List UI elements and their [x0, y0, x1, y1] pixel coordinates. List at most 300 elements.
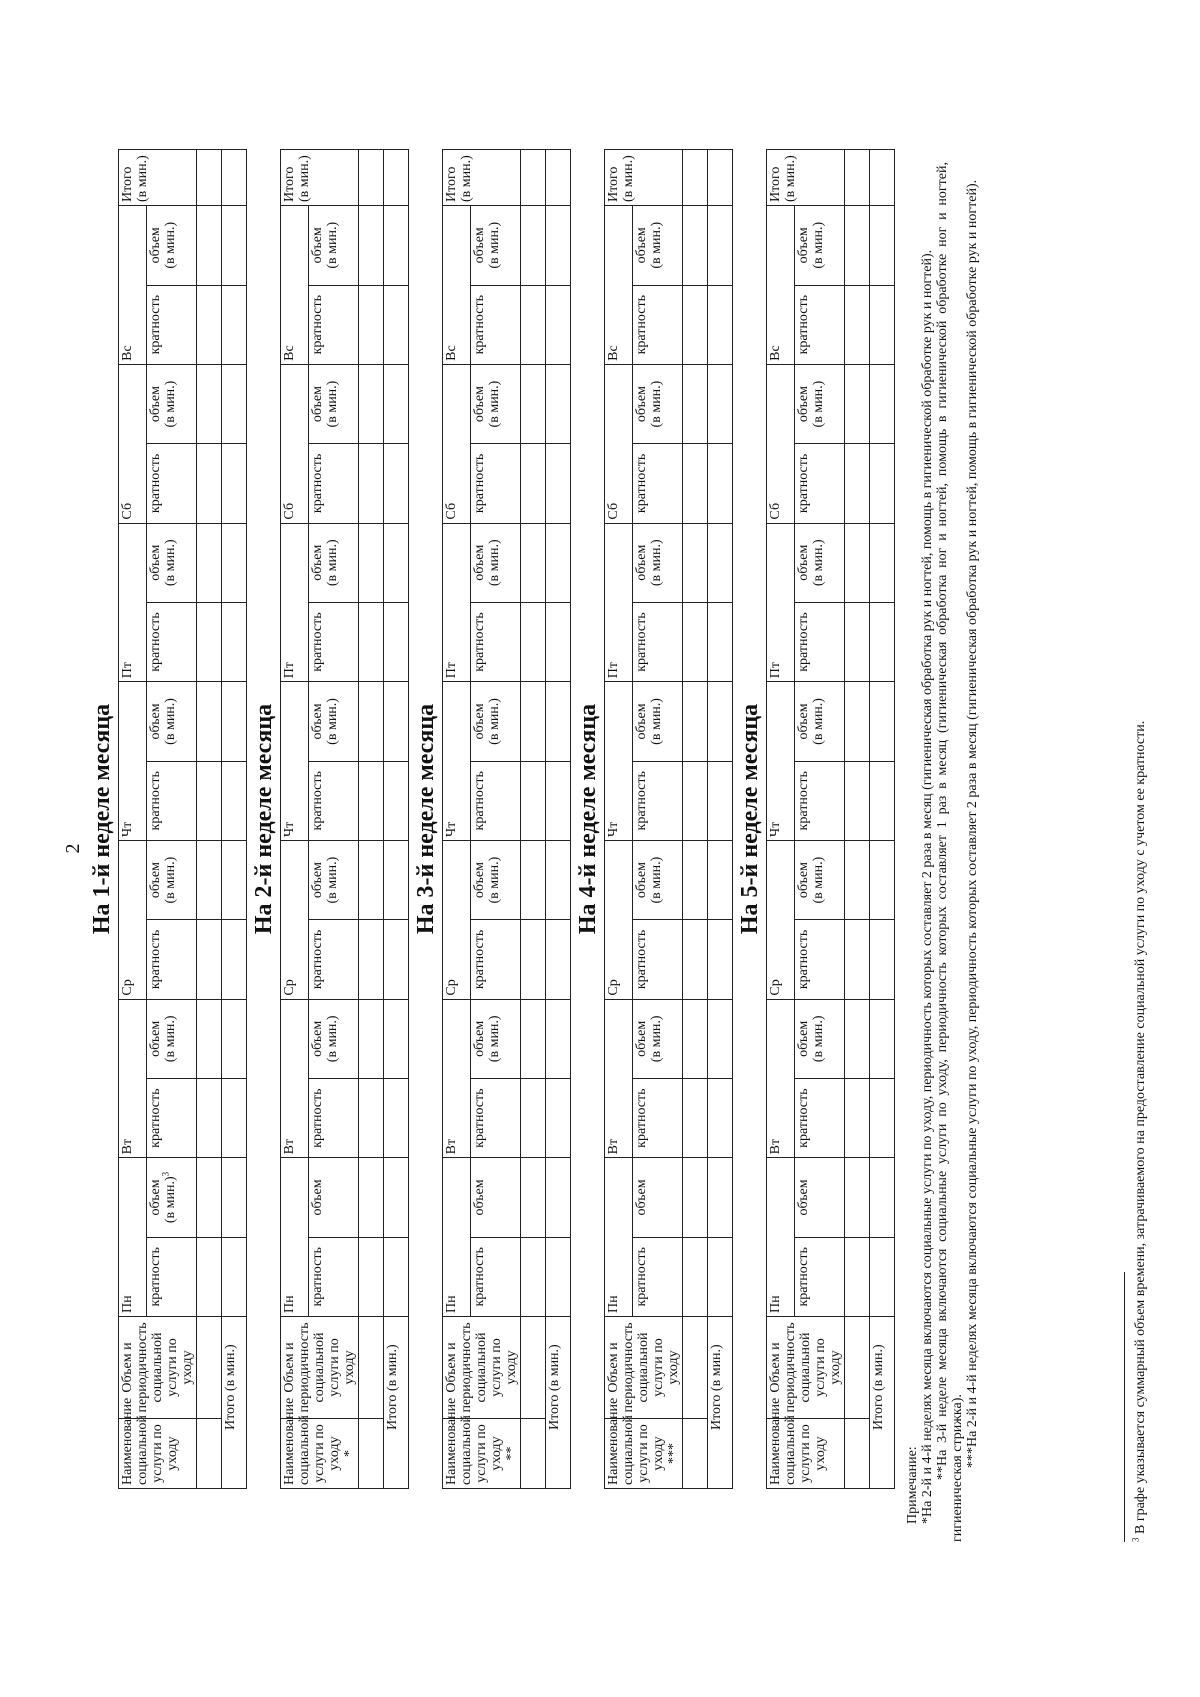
header-day: Ср [605, 840, 633, 999]
header-total: Итого (в мин.) [281, 150, 359, 206]
table-cell [222, 523, 247, 602]
header-day: Пн [605, 1158, 633, 1317]
header-volume: объем (в мин.) [308, 682, 358, 761]
table-cell [197, 1317, 222, 1419]
header-frequency: кратность [146, 602, 196, 681]
table-cell [708, 840, 733, 919]
table-cell [546, 920, 571, 999]
table-cell [384, 1237, 409, 1316]
table-cell [708, 999, 733, 1078]
table-cell [521, 285, 546, 364]
header-day: Ср [443, 840, 471, 999]
table-cell [546, 206, 571, 286]
header-service-name: Наименование социальной услуги по уходу [767, 1419, 845, 1489]
table-cell [521, 364, 546, 443]
table-cell [222, 206, 247, 286]
header-day: Сб [443, 364, 471, 523]
table-cell [197, 1158, 222, 1237]
table-row [683, 150, 708, 1489]
header-frequency: кратность [470, 444, 520, 523]
total-row-label: Итого (в мин.) [384, 1317, 409, 1489]
header-frequency: кратность [308, 920, 358, 999]
total-row [546, 150, 571, 1489]
header-row [443, 150, 471, 1489]
table-cell [384, 1158, 409, 1237]
table-cell [521, 1419, 546, 1489]
header-frequency: кратность [470, 1078, 520, 1157]
notes-heading: Примечание: [905, 1446, 920, 1524]
table-cell [845, 999, 870, 1078]
header-volume-mon: объем [632, 1158, 682, 1237]
table-cell [546, 285, 571, 364]
subheader-row [632, 150, 682, 1489]
header-day: Пт [605, 523, 633, 682]
week-title: На 5-й неделе месяца [737, 703, 763, 935]
header-frequency: кратность [794, 920, 844, 999]
table-cell [222, 285, 247, 364]
header-frequency: кратность [308, 761, 358, 840]
table-cell [845, 682, 870, 761]
table-cell [845, 364, 870, 443]
table-cell [359, 1158, 384, 1237]
header-volume: объем (в мин.) [308, 206, 358, 286]
table-cell [845, 285, 870, 364]
header-frequency: кратность [470, 1237, 520, 1316]
header-frequency: кратность [794, 444, 844, 523]
table-cell [683, 523, 708, 602]
table-cell [222, 1237, 247, 1316]
header-volume-mon: объем [470, 1158, 520, 1237]
header-frequency: кратность [632, 1078, 682, 1157]
table-cell [384, 523, 409, 602]
header-day: Ср [767, 840, 795, 999]
header-volume-periodicity: Объем и периодичность социальной услуги по уходу [119, 1317, 197, 1419]
table-cell [683, 444, 708, 523]
week-title: На 2-й неделе месяца [251, 703, 277, 935]
header-volume: объем (в мин.) [470, 682, 520, 761]
table-cell [708, 285, 733, 364]
table-cell [870, 364, 895, 443]
table-cell [870, 444, 895, 523]
table-cell [870, 206, 895, 286]
week-title: На 4-й неделе месяца [575, 703, 601, 935]
header-frequency: кратность [632, 285, 682, 364]
table-cell [521, 840, 546, 919]
header-frequency: кратность [146, 920, 196, 999]
schedule-table [766, 149, 895, 1489]
table-cell [845, 920, 870, 999]
table-cell [683, 206, 708, 286]
table-cell [683, 920, 708, 999]
table-row [845, 150, 870, 1489]
table-cell [359, 285, 384, 364]
table-cell [845, 840, 870, 919]
table-cell [521, 682, 546, 761]
header-service-name: Наименование социальной услуги по уходу ** [443, 1419, 521, 1489]
header-day: Сб [281, 364, 309, 523]
total-row [870, 150, 895, 1489]
header-volume-periodicity: Объем и периодичность социальной услуги по уходу [281, 1317, 359, 1419]
table-cell [845, 523, 870, 602]
header-volume-periodicity: Объем и периодичность социальной услуги по уходу [767, 1317, 845, 1419]
header-row [119, 150, 147, 1489]
table-cell [683, 1237, 708, 1316]
subheader-row [308, 150, 358, 1489]
table-cell [521, 602, 546, 681]
header-frequency: кратность [632, 602, 682, 681]
table-cell [384, 840, 409, 919]
header-volume-mon: объем (в мин.)$^3$ [146, 1158, 196, 1237]
total-row-label: Итого (в мин.) [222, 1317, 247, 1489]
table-cell [870, 920, 895, 999]
header-frequency: кратность [794, 1078, 844, 1157]
header-day: Вт [119, 999, 147, 1158]
header-frequency: кратность [470, 285, 520, 364]
table-cell [546, 602, 571, 681]
header-day: Пт [767, 523, 795, 682]
table-cell [197, 920, 222, 999]
header-volume: объем (в мин.) [794, 364, 844, 443]
table-cell [845, 1317, 870, 1419]
header-day: Пн [767, 1158, 795, 1317]
header-frequency: кратность [794, 285, 844, 364]
notes-block [905, 162, 980, 1542]
table-cell [359, 150, 384, 206]
table-cell [222, 444, 247, 523]
table-cell [197, 150, 222, 206]
table-cell [845, 761, 870, 840]
table-cell [546, 523, 571, 602]
week-title: На 1-й неделе месяца [89, 703, 115, 935]
table-cell [708, 206, 733, 286]
table-row [521, 150, 546, 1489]
table-cell [197, 364, 222, 443]
table-cell [708, 150, 733, 206]
header-volume: объем (в мин.) [146, 682, 196, 761]
header-frequency: кратность [794, 761, 844, 840]
table-cell [384, 682, 409, 761]
header-day: Чт [119, 682, 147, 841]
table-cell [384, 206, 409, 286]
header-volume: объем (в мин.) [308, 523, 358, 602]
header-frequency: кратность [308, 285, 358, 364]
table-cell [870, 1237, 895, 1316]
table-cell [359, 840, 384, 919]
note-mark: * [342, 1450, 357, 1457]
header-day: Вт [605, 999, 633, 1158]
header-total: Итого (в мин.) [605, 150, 683, 206]
table-cell [546, 999, 571, 1078]
table-cell [683, 602, 708, 681]
header-frequency: кратность [794, 602, 844, 681]
table-cell [683, 150, 708, 206]
header-day: Пн [119, 1158, 147, 1317]
page-number: 2 [62, 843, 84, 854]
table-cell [708, 920, 733, 999]
table-cell [222, 999, 247, 1078]
week-2-block [250, 149, 409, 1489]
table-cell [546, 1158, 571, 1237]
header-day: Вт [767, 999, 795, 1158]
table-cell [197, 761, 222, 840]
table-cell [845, 1237, 870, 1316]
header-volume: объем (в мин.) [794, 523, 844, 602]
table-cell [845, 150, 870, 206]
header-day: Вс [119, 206, 147, 365]
table-cell [683, 1158, 708, 1237]
table-cell [521, 920, 546, 999]
table-cell [222, 1078, 247, 1157]
table-cell [845, 1419, 870, 1489]
table-cell [546, 682, 571, 761]
table-cell [683, 1419, 708, 1489]
subheader-row [794, 150, 844, 1489]
table-cell [197, 999, 222, 1078]
header-day: Чт [605, 682, 633, 841]
header-day: Ср [119, 840, 147, 999]
total-row-label: Итого (в мин.) [870, 1317, 895, 1489]
header-frequency: кратность [308, 444, 358, 523]
header-day: Пт [281, 523, 309, 682]
header-volume: объем (в мин.) [146, 206, 196, 286]
table-cell [521, 999, 546, 1078]
table-cell [197, 1237, 222, 1316]
total-row [222, 150, 247, 1489]
header-frequency: кратность [470, 761, 520, 840]
table-cell [708, 1158, 733, 1237]
table-cell [521, 444, 546, 523]
table-cell [845, 1078, 870, 1157]
header-day: Пн [281, 1158, 309, 1317]
table-cell [870, 999, 895, 1078]
table-cell [683, 682, 708, 761]
header-volume: объем (в мин.) [470, 364, 520, 443]
table-cell [546, 1078, 571, 1157]
table-cell [197, 840, 222, 919]
header-day: Пт [119, 523, 147, 682]
header-volume: объем (в мин.) [146, 364, 196, 443]
table-cell [683, 761, 708, 840]
table-cell [521, 1158, 546, 1237]
header-service-name: Наименование социальной услуги по уходу [119, 1419, 197, 1489]
table-cell [845, 1158, 870, 1237]
footnote [1130, 162, 1149, 1542]
header-volume: объем (в мин.) [308, 840, 358, 919]
header-frequency: кратность [146, 1078, 196, 1157]
table-cell [222, 150, 247, 206]
header-day: Чт [443, 682, 471, 841]
table-cell [708, 602, 733, 681]
table-cell [197, 206, 222, 286]
table-cell [359, 920, 384, 999]
header-day: Вс [443, 206, 471, 365]
header-day: Чт [767, 682, 795, 841]
table-cell [521, 1237, 546, 1316]
table-cell [870, 150, 895, 206]
table-cell [359, 1317, 384, 1419]
header-volume: объем (в мин.) [470, 206, 520, 286]
table-cell [222, 1158, 247, 1237]
table-cell [384, 364, 409, 443]
table-cell [521, 523, 546, 602]
table-cell [708, 682, 733, 761]
header-frequency: кратность [308, 602, 358, 681]
table-cell [546, 150, 571, 206]
table-cell [197, 444, 222, 523]
table-cell [546, 444, 571, 523]
header-day: Вт [443, 999, 471, 1158]
schedule-table [604, 149, 733, 1489]
table-cell [870, 523, 895, 602]
header-row [767, 150, 795, 1489]
header-frequency: кратность [146, 444, 196, 523]
table-cell [384, 920, 409, 999]
table-cell [521, 1317, 546, 1419]
footnote-text: В графе указывается суммарный объем времени, затрачиваемого на предоставление социальной услуги по уходу с учетом ее кратности. [1133, 720, 1148, 1538]
table-cell [546, 761, 571, 840]
table-cell [870, 602, 895, 681]
table-cell [197, 682, 222, 761]
table-cell [683, 1078, 708, 1157]
table-cell [197, 1078, 222, 1157]
header-day: Вс [281, 206, 309, 365]
table-cell [384, 150, 409, 206]
table-cell [222, 602, 247, 681]
note-mark: *** [666, 1443, 681, 1464]
table-cell [708, 444, 733, 523]
header-frequency: кратность [308, 1237, 358, 1316]
table-cell [708, 761, 733, 840]
header-volume-periodicity: Объем и периодичность социальной услуги по уходу [605, 1317, 683, 1419]
schedule-table [442, 149, 571, 1489]
header-volume: объем (в мин.) [632, 840, 682, 919]
header-frequency: кратность [632, 444, 682, 523]
header-day: Чт [281, 682, 309, 841]
header-volume: объем (в мин.) [308, 999, 358, 1078]
table-cell [197, 602, 222, 681]
header-row [281, 150, 309, 1489]
table-cell [870, 682, 895, 761]
table-cell [845, 444, 870, 523]
header-volume-mon: объем [308, 1158, 358, 1237]
header-day: Вс [767, 206, 795, 365]
table-cell [359, 602, 384, 681]
schedule-table [118, 149, 247, 1489]
table-cell [197, 523, 222, 602]
table-cell [197, 285, 222, 364]
table-cell [359, 364, 384, 443]
header-frequency: кратность [632, 761, 682, 840]
table-cell [683, 1317, 708, 1419]
header-frequency: кратность [470, 920, 520, 999]
header-volume: объем (в мин.) [632, 206, 682, 286]
header-volume: объем (в мин.) [632, 523, 682, 602]
table-cell [197, 1419, 222, 1489]
table-cell [546, 1237, 571, 1316]
header-volume: объем (в мин.) [632, 682, 682, 761]
table-cell [384, 444, 409, 523]
total-row [708, 150, 733, 1489]
table-cell [384, 999, 409, 1078]
note-2: **На 3-й неделе месяца включаются социальные услуги по уходу, периодичность которых составляет 1 раз в месяц (гигиеническая обработка ног и ногтей, помощь в гигиенической обработке ног и ногтей, гигиеническая стрижка). [935, 162, 965, 1542]
table-cell [521, 1078, 546, 1157]
week-3-block [412, 149, 571, 1489]
header-volume: объем (в мин.) [794, 999, 844, 1078]
total-row [384, 150, 409, 1489]
week-5-block [736, 149, 895, 1489]
table-row [359, 150, 384, 1489]
header-frequency: кратность [146, 1237, 196, 1316]
table-cell [359, 1078, 384, 1157]
table-cell [384, 602, 409, 681]
table-cell [222, 840, 247, 919]
header-day: Сб [767, 364, 795, 523]
total-row-label: Итого (в мин.) [546, 1317, 571, 1489]
table-cell [359, 523, 384, 602]
table-cell [384, 1078, 409, 1157]
table-cell [359, 1237, 384, 1316]
header-volume: объем (в мин.) [308, 364, 358, 443]
schedule-table [280, 149, 409, 1489]
table-cell [521, 150, 546, 206]
header-frequency: кратность [470, 602, 520, 681]
header-day: Вс [605, 206, 633, 365]
table-cell [845, 206, 870, 286]
table-row [197, 150, 222, 1489]
table-cell [359, 999, 384, 1078]
header-volume: объем (в мин.) [470, 999, 520, 1078]
header-day: Сб [119, 364, 147, 523]
header-service-name: Наименование социальной услуги по уходу *** [605, 1419, 683, 1489]
header-volume: объем (в мин.) [470, 840, 520, 919]
header-frequency: кратность [146, 285, 196, 364]
table-cell [683, 999, 708, 1078]
table-cell [359, 682, 384, 761]
header-volume: объем (в мин.) [470, 523, 520, 602]
header-frequency: кратность [632, 1237, 682, 1316]
header-volume-periodicity: Объем и периодичность социальной услуги по уходу [443, 1317, 521, 1419]
table-cell [870, 285, 895, 364]
header-day: Пн [443, 1158, 471, 1317]
note-mark: ** [504, 1446, 519, 1461]
week-1-block [88, 149, 247, 1489]
subheader-row [146, 150, 196, 1489]
table-cell [870, 1078, 895, 1157]
header-volume: объем (в мин.) [146, 840, 196, 919]
footnote-ref: 3 [159, 1171, 170, 1177]
table-cell [521, 206, 546, 286]
total-row-label: Итого (в мин.) [708, 1317, 733, 1489]
header-volume: объем (в мин.) [146, 999, 196, 1078]
header-day: Ср [281, 840, 309, 999]
header-volume: объем (в мин.) [794, 682, 844, 761]
subheader-row [470, 150, 520, 1489]
header-volume: объем (в мин.) [146, 523, 196, 602]
header-volume: объем (в мин.) [632, 999, 682, 1078]
header-frequency: кратность [632, 920, 682, 999]
table-cell [708, 1237, 733, 1316]
table-cell [359, 206, 384, 286]
table-cell [683, 285, 708, 364]
table-cell [683, 840, 708, 919]
table-cell [870, 761, 895, 840]
table-cell [708, 364, 733, 443]
table-cell [384, 761, 409, 840]
table-cell [870, 1158, 895, 1237]
table-cell [384, 285, 409, 364]
header-frequency: кратность [146, 761, 196, 840]
header-volume: объем (в мин.) [794, 206, 844, 286]
